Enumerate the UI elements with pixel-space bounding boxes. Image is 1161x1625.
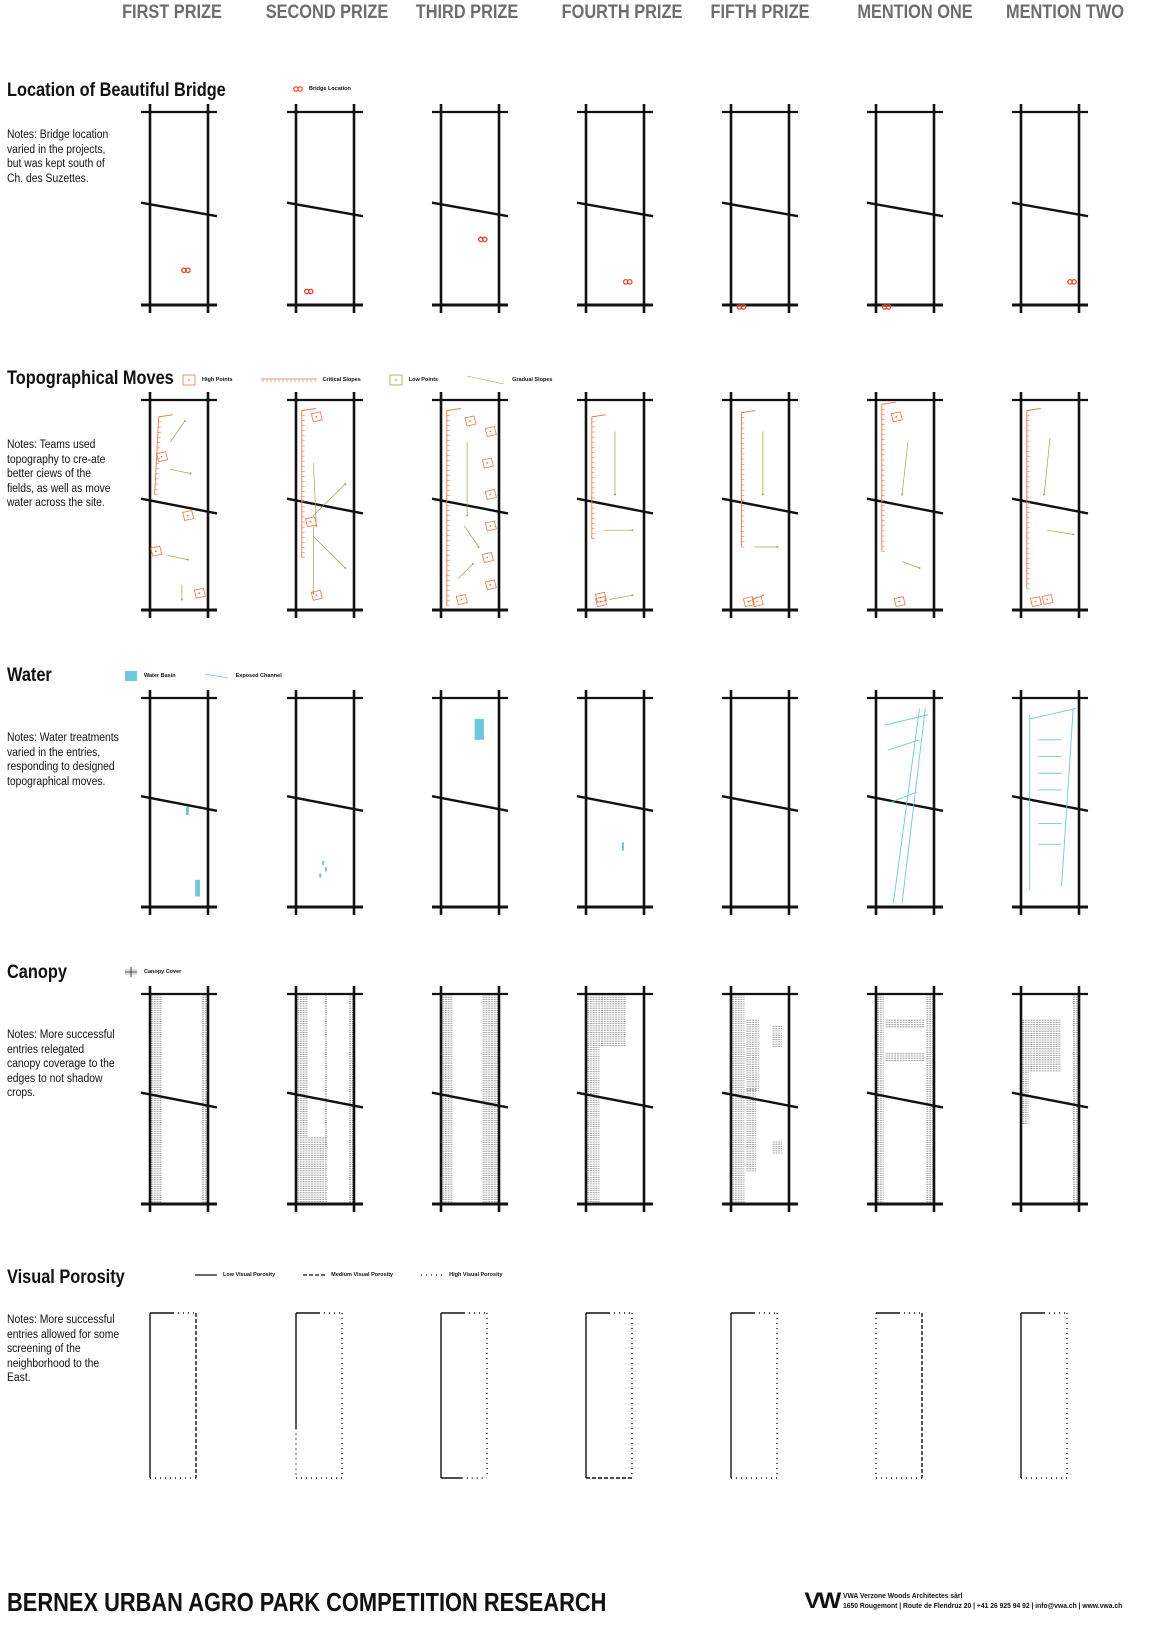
canopy-cover-icon bbox=[124, 966, 138, 978]
legend-item bbox=[303, 1272, 393, 1278]
legend-label: High Points bbox=[202, 377, 233, 383]
water-basin bbox=[195, 880, 200, 897]
gradual-slope bbox=[614, 432, 616, 496]
canopy-block bbox=[297, 995, 308, 1136]
gradual-slope bbox=[167, 555, 188, 560]
canopy-block bbox=[349, 995, 353, 1204]
legend-item bbox=[466, 374, 552, 386]
canopy-block bbox=[773, 1142, 783, 1153]
canopy-diagram-2 bbox=[296, 994, 354, 1204]
high-point bbox=[891, 412, 902, 422]
canopy-block bbox=[151, 995, 162, 1204]
water-diagram-6 bbox=[876, 698, 934, 907]
canopy-block bbox=[747, 1090, 757, 1171]
column-header-2: SECOND PRIZE bbox=[265, 2, 389, 23]
canopy-block bbox=[732, 995, 745, 1204]
legend-item bbox=[389, 374, 438, 386]
firm-address: 1650 Rougemont | Route de Flendruz 20 | +41 26 925 94 92 | info@vwa.ch | www.vwa.ch bbox=[843, 1601, 1123, 1610]
high-point bbox=[485, 427, 496, 437]
canopy-block bbox=[926, 995, 933, 1204]
water-basin-icon bbox=[124, 670, 138, 682]
gradual-slope bbox=[170, 420, 186, 442]
gradual-slope bbox=[181, 585, 183, 601]
section-legend bbox=[293, 85, 369, 93]
high-point bbox=[311, 412, 322, 422]
exposed-channel bbox=[1030, 708, 1076, 718]
high-point bbox=[485, 521, 496, 531]
legend-item bbox=[182, 374, 233, 386]
water-basin bbox=[319, 874, 321, 878]
low-points-icon bbox=[389, 374, 403, 386]
topo-diagram-7 bbox=[1021, 400, 1079, 610]
gradual-slopes-icon bbox=[466, 374, 506, 386]
bridge-diagram-4 bbox=[586, 112, 644, 305]
high-point bbox=[183, 511, 194, 521]
canopy-diagram-7 bbox=[1021, 994, 1079, 1204]
section-title: Canopy bbox=[7, 962, 67, 983]
topo-diagram-5 bbox=[731, 400, 789, 610]
water-diagram-2 bbox=[296, 698, 354, 907]
bridge-marker bbox=[624, 280, 632, 284]
canopy-diagram-6 bbox=[876, 994, 934, 1204]
section-legend bbox=[195, 1272, 521, 1278]
gradual-slope bbox=[609, 594, 633, 599]
canopy-block bbox=[1073, 995, 1078, 1204]
section-note: Notes: More successful entries relegated canopy coverage to the edges to not shadow crops. bbox=[7, 1029, 115, 1099]
legend-label: Canopy Cover bbox=[144, 969, 182, 975]
water-basin bbox=[322, 861, 324, 865]
high-point bbox=[157, 452, 168, 462]
bridge-marker bbox=[305, 289, 313, 293]
legend-label: Medium Visual Porosity bbox=[331, 1272, 394, 1278]
canopy-block bbox=[886, 1054, 925, 1061]
column-header-1: FIRST PRIZE bbox=[122, 2, 222, 23]
high-point bbox=[306, 517, 317, 527]
legend-item bbox=[124, 670, 176, 682]
canopy-diagram-1 bbox=[150, 994, 208, 1204]
bridge-marker bbox=[737, 305, 745, 309]
canopy-diagram-5 bbox=[731, 994, 789, 1204]
legend-item bbox=[421, 1272, 502, 1278]
legend-label: High Visual Porosity bbox=[449, 1272, 503, 1278]
porosity-diagram-4 bbox=[586, 1313, 644, 1478]
critical-slope bbox=[447, 409, 461, 606]
firm-block bbox=[806, 1588, 1154, 1614]
canopy-block bbox=[877, 995, 884, 1204]
section-note: Notes: Water treatments varied in the entries, responding to designed topographical moves. bbox=[7, 732, 119, 788]
canopy-diagram-4 bbox=[586, 994, 644, 1204]
legend-item bbox=[124, 966, 181, 978]
critical-slopes-icon bbox=[261, 376, 317, 384]
water-diagram-4 bbox=[586, 698, 644, 907]
column-header-4: FOURTH PRIZE bbox=[561, 2, 683, 23]
high-point bbox=[465, 416, 476, 426]
canopy-block bbox=[325, 995, 327, 1145]
high-visual-porosity-icon bbox=[421, 1272, 443, 1278]
gradual-slope bbox=[603, 529, 633, 531]
legend-label: Water Basin bbox=[144, 673, 176, 679]
water-basin bbox=[325, 867, 327, 871]
section-note: Notes: Bridge location varied in the projects, but was kept south of Ch. des Suzettes. bbox=[7, 129, 109, 185]
section-title: Water bbox=[7, 665, 52, 686]
bridge-diagram-6 bbox=[876, 112, 934, 305]
critical-slope bbox=[592, 415, 606, 539]
exposed-channel bbox=[891, 792, 917, 802]
firm-name: VWA Verzone Woods Architectes sàrl bbox=[843, 1591, 963, 1600]
exposed-channel-icon bbox=[204, 672, 230, 680]
gradual-slope bbox=[170, 469, 191, 474]
section-note: Notes: Teams used topography to cre-ate better ciews of the fields, as well as move water across the site. bbox=[7, 439, 111, 509]
legend-item bbox=[195, 1272, 275, 1278]
medium-visual-porosity-icon bbox=[303, 1272, 325, 1278]
high-points-icon bbox=[182, 374, 196, 386]
critical-slope bbox=[1027, 409, 1041, 590]
canopy-block bbox=[1022, 1020, 1061, 1071]
legend-item bbox=[293, 85, 351, 93]
low-visual-porosity-icon bbox=[195, 1272, 217, 1278]
exposed-channel bbox=[1062, 708, 1074, 886]
column-header-3: THIRD PRIZE bbox=[415, 2, 519, 23]
gradual-slope bbox=[312, 526, 314, 594]
bridge-diagram-2 bbox=[296, 112, 354, 305]
gradual-slope bbox=[313, 537, 346, 570]
high-point bbox=[456, 595, 467, 605]
water-basin bbox=[475, 719, 484, 740]
legend-item bbox=[204, 672, 282, 680]
water-basin bbox=[186, 807, 189, 815]
critical-slope bbox=[882, 402, 896, 551]
legend-label: Exposed Channel bbox=[235, 673, 282, 679]
legend-label: Low Points bbox=[408, 377, 439, 383]
bridge-diagram-7 bbox=[1021, 112, 1079, 305]
gradual-slope bbox=[902, 562, 920, 569]
high-point bbox=[485, 490, 496, 500]
canopy-block bbox=[442, 995, 453, 1204]
bridge-marker bbox=[882, 305, 890, 309]
section-title: Location of Beautiful Bridge bbox=[7, 80, 226, 101]
water-diagram-3 bbox=[441, 698, 499, 907]
legend-label: Bridge Location bbox=[309, 86, 351, 92]
section-note: Notes: More successful entries allowed for some screening of the neighborhood to the East. bbox=[7, 1314, 120, 1384]
porosity-diagram-6 bbox=[876, 1313, 934, 1478]
topo-diagram-6 bbox=[876, 400, 934, 610]
legend-item bbox=[261, 376, 361, 384]
gradual-slope bbox=[458, 563, 474, 579]
topo-diagram-2 bbox=[296, 400, 354, 610]
section-legend bbox=[182, 374, 570, 386]
legend-label: Low Visual Porosity bbox=[223, 1272, 276, 1278]
water-basin bbox=[622, 842, 624, 850]
bridge-diagram-1 bbox=[150, 112, 208, 305]
legend-label: Critical Slopes bbox=[322, 377, 361, 383]
critical-slope bbox=[741, 411, 755, 547]
high-point bbox=[485, 580, 496, 590]
firm-info bbox=[843, 1591, 1122, 1611]
exposed-channel bbox=[885, 715, 929, 725]
gradual-slope bbox=[313, 463, 317, 527]
bridge-marker bbox=[182, 268, 190, 272]
canopy-diagram-3 bbox=[441, 994, 499, 1204]
bridge-marker bbox=[1068, 280, 1076, 284]
bridge-diagram-5 bbox=[731, 112, 789, 305]
column-header-5: FIFTH PRIZE bbox=[710, 2, 810, 23]
high-point bbox=[311, 590, 322, 600]
topo-diagram-3 bbox=[441, 400, 499, 610]
high-point bbox=[194, 588, 205, 598]
bridge-diagram-3 bbox=[441, 112, 499, 305]
vwa-logo: VW bbox=[804, 1588, 840, 1613]
bridge-marker bbox=[479, 237, 487, 241]
canopy-block bbox=[297, 1138, 327, 1204]
gradual-slope bbox=[1047, 530, 1074, 535]
topo-diagram-1 bbox=[150, 400, 208, 610]
column-header-7: MENTION TWO bbox=[1005, 2, 1124, 23]
legend-label: Gradual Slopes bbox=[512, 377, 553, 383]
canopy-block bbox=[587, 995, 626, 1046]
porosity-diagram-5 bbox=[731, 1313, 789, 1478]
high-point bbox=[482, 553, 493, 563]
section-legend bbox=[124, 670, 300, 682]
topo-diagram-4 bbox=[586, 400, 644, 610]
board-title: BERNEX URBAN AGRO PARK COMPETITION RESEARCH bbox=[7, 1587, 607, 1617]
high-point bbox=[1031, 597, 1042, 607]
gradual-slope bbox=[464, 526, 480, 548]
gradual-slope bbox=[901, 442, 908, 496]
porosity-diagram-1 bbox=[150, 1313, 208, 1478]
gradual-slope bbox=[1043, 438, 1050, 496]
high-point bbox=[894, 597, 905, 607]
canopy-block bbox=[202, 995, 207, 1204]
high-point bbox=[1042, 595, 1053, 605]
porosity-diagram-3 bbox=[441, 1313, 499, 1478]
canopy-block bbox=[747, 1020, 760, 1090]
section-legend bbox=[124, 966, 199, 978]
canopy-block bbox=[773, 1027, 783, 1047]
bridge-location-icon bbox=[293, 85, 303, 93]
canopy-block bbox=[886, 1020, 925, 1027]
canopy-block bbox=[1022, 1073, 1029, 1124]
gradual-slope bbox=[313, 483, 346, 516]
gradual-slope bbox=[754, 546, 778, 548]
water-diagram-7 bbox=[1021, 698, 1079, 907]
high-point bbox=[482, 458, 493, 468]
porosity-diagram-7 bbox=[1021, 1313, 1079, 1478]
gradual-slope bbox=[762, 432, 764, 496]
canopy-block bbox=[587, 1048, 600, 1204]
canopy-block bbox=[483, 995, 498, 1204]
water-diagram-5 bbox=[731, 698, 789, 907]
high-point bbox=[151, 546, 162, 556]
column-header-6: MENTION ONE bbox=[857, 2, 973, 23]
section-title: Topographical Moves bbox=[7, 368, 174, 389]
porosity-diagram-2 bbox=[296, 1313, 354, 1478]
water-diagram-1 bbox=[150, 698, 208, 907]
critical-slope bbox=[155, 415, 173, 495]
section-title: Visual Porosity bbox=[7, 1267, 125, 1288]
